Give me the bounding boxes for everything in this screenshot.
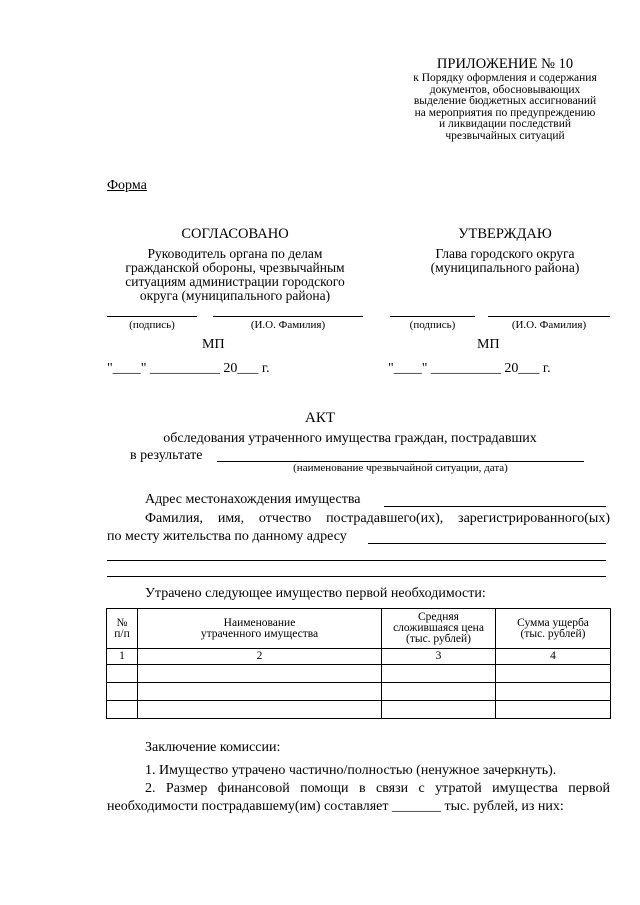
appendix-number: ПРИЛОЖЕНИЕ № 10: [436, 56, 574, 72]
approval-left: [100, 225, 370, 303]
appendix-line: на мероприятия по предупреждению: [414, 106, 596, 119]
signature-line-left[interactable]: [107, 316, 197, 317]
table-cell[interactable]: [496, 665, 611, 683]
appendix-line: и ликвидации последствий: [438, 118, 572, 130]
table-cell[interactable]: [496, 683, 611, 701]
persons-line2: по месту жительства по данному адресу: [107, 529, 347, 544]
result-caption: (наименование чрезвычайной ситуации, дата): [293, 462, 508, 474]
table-cell[interactable]: [382, 665, 496, 683]
table-cell[interactable]: [138, 683, 382, 701]
appendix-line: документов, обосновывающих: [429, 83, 581, 96]
form-label: Форма: [107, 178, 147, 193]
approval-left-line: округа (муниципального района): [139, 288, 331, 303]
lost-items-table: [106, 608, 611, 719]
table-cell[interactable]: [107, 665, 138, 683]
table-header-row: [107, 609, 611, 649]
date-left: "____" __________ 20___ г.: [107, 361, 270, 376]
address-line[interactable]: [384, 506, 606, 507]
conclusion-item1: 1. Имущество утрачено частично/полностью (ненужное зачеркнуть).: [145, 763, 557, 778]
table-cell[interactable]: [496, 701, 611, 719]
table-row: [107, 683, 611, 701]
persons-extra-line[interactable]: [107, 576, 606, 577]
name-caption-right: (И.О. Фамилия): [511, 319, 587, 331]
appendix-block: [380, 55, 630, 142]
table-cell[interactable]: [382, 701, 496, 719]
act-subtitle: обследования утраченного имущества граждан, пострадавших: [163, 431, 537, 446]
table-cell[interactable]: [107, 701, 138, 719]
conclusion-item2-line1: 2. Размер финансовой помощи в связи с утратой имущества первой: [145, 781, 610, 796]
approval-right-line: Глава городского округа: [435, 246, 575, 261]
approval-right-line: (муниципального района): [430, 260, 580, 275]
date-right: "____" __________ 20___ г.: [388, 361, 551, 376]
name-line-left[interactable]: [213, 316, 363, 317]
approval-left-line: ситуациям администрации городского: [125, 274, 345, 289]
header-item-name: Наименование утраченного имущества: [138, 609, 382, 649]
name-line-right[interactable]: [488, 316, 610, 317]
signature-line-right[interactable]: [390, 316, 475, 317]
persons-line-fill[interactable]: [368, 543, 606, 544]
approval-left-heading: СОГЛАСОВАНО: [181, 226, 289, 242]
signature-caption-left: (подпись): [129, 319, 175, 331]
table-cell: 2: [138, 649, 382, 665]
approval-left-line: гражданской обороны, чрезвычайным: [125, 260, 345, 275]
header-average-price: Средняя сложившаяся цена (тыс. рублей): [382, 609, 496, 649]
table-cell: 4: [496, 649, 611, 665]
appendix-line: к Порядку оформления и содержания: [413, 72, 597, 84]
appendix-line: чрезвычайных ситуаций: [445, 129, 565, 142]
persons-line1: Фамилия, имя, отчество пострадавшего(их), зарегистрированного(ых): [145, 511, 610, 526]
act-title: АКТ: [305, 410, 335, 426]
persons-extra-line[interactable]: [107, 560, 606, 561]
lost-intro: Утрачено следующее имущество первой необходимости:: [145, 586, 486, 601]
table-cell[interactable]: [138, 665, 382, 683]
header-damage-sum: Сумма ущерба (тыс. рублей): [496, 609, 611, 649]
table-cell[interactable]: [382, 683, 496, 701]
table-row: [107, 665, 611, 683]
table-row: [107, 701, 611, 719]
name-caption-left: (И.О. Фамилия): [250, 319, 326, 331]
appendix-line: выделение бюджетных ассигнований: [413, 95, 597, 107]
approval-right: [385, 225, 625, 275]
signature-caption-right: (подпись): [409, 319, 456, 331]
address-label: Адрес местонахождения имущества: [145, 492, 361, 507]
table-index-row: [107, 649, 611, 665]
header-number: № п/п: [107, 609, 138, 649]
table-cell[interactable]: [138, 701, 382, 719]
conclusion-item2-line2: необходимости пострадавшему(им) составляет _______ тыс. рублей, из них:: [107, 799, 564, 814]
conclusion-heading: Заключение комиссии:: [145, 740, 281, 755]
result-prefix: в результате: [130, 448, 203, 463]
table-cell: 1: [107, 649, 138, 665]
table-cell[interactable]: [107, 683, 138, 701]
approval-right-heading: УТВЕРЖДАЮ: [458, 226, 552, 242]
seal-right: МП: [477, 337, 500, 352]
table-cell: 3: [382, 649, 496, 665]
approval-left-line: Руководитель органа по делам: [147, 246, 323, 261]
seal-left: МП: [202, 337, 225, 352]
